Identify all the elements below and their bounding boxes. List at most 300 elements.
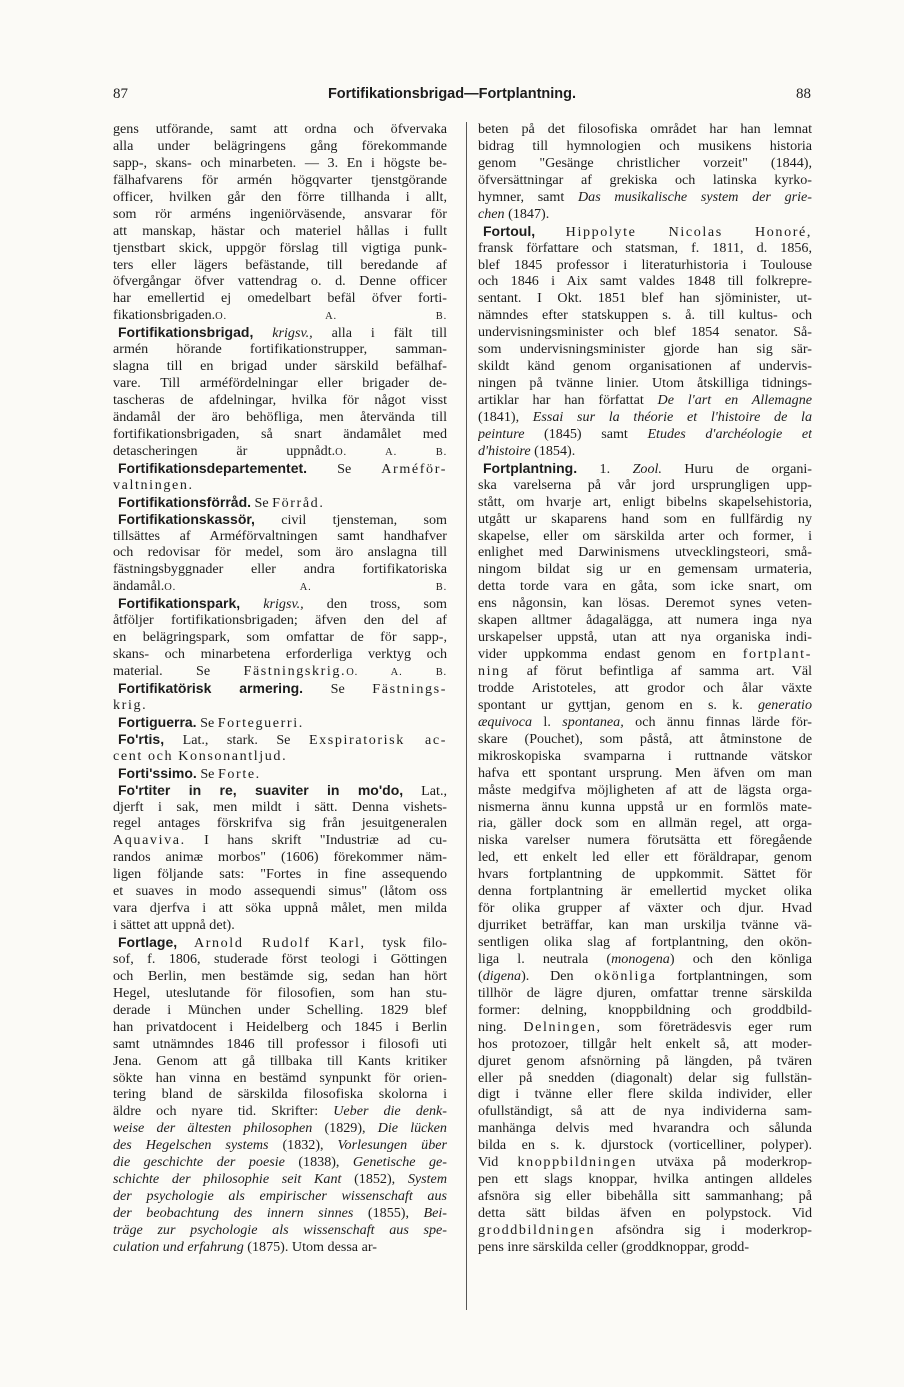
text-line <box>478 646 812 663</box>
text-line <box>478 155 812 172</box>
text-line <box>113 782 447 799</box>
text-segment: för olika grupper af växter och djur. Hvad <box>478 900 812 917</box>
text-line <box>113 1086 447 1103</box>
text-line <box>478 968 812 985</box>
text-line <box>113 206 447 223</box>
text-segment: Vid <box>478 1154 518 1171</box>
text-line <box>478 1103 812 1120</box>
text-segment: valtningen. <box>113 476 194 493</box>
text-segment: De l'art en Allemagne <box>657 392 812 408</box>
text-segment: Se <box>196 714 218 731</box>
headword: Fortplantning. <box>483 459 578 476</box>
text-segment: Bei- <box>423 1205 447 1221</box>
text-line <box>478 307 812 324</box>
text-line <box>478 934 812 951</box>
text-line <box>113 358 447 375</box>
text-line <box>478 409 812 426</box>
text-line <box>113 697 447 714</box>
text-line <box>113 223 447 240</box>
text-line <box>113 460 447 477</box>
text-line <box>113 1188 447 1205</box>
text-segment: digt i tvänne eller flere skilda individer, eller <box>478 1086 812 1103</box>
text-segment: ningen på tvänne linier. Utom åtskilliga tidnings- <box>478 375 812 392</box>
text-segment: sof, f. 1806, studerade först teologi i Göttingen <box>113 950 447 967</box>
text-segment: monogena <box>611 950 670 967</box>
text-line <box>113 1053 447 1070</box>
text-segment: der psychologie als empirischer wissenschaft aus <box>113 1188 447 1205</box>
text-segment: vider uppkomma endast genom en <box>478 646 743 663</box>
text-line <box>113 375 447 392</box>
text-segment: tysk filo- <box>365 935 447 951</box>
text-line <box>113 883 447 900</box>
text-segment: Arnold Rudolf Karl, <box>193 935 366 951</box>
text-line <box>113 1036 447 1053</box>
text-line <box>113 257 447 274</box>
left-page-number: 87 <box>113 86 128 102</box>
text-segment: genom "Gesänge christlicher vorzeit" (1844), <box>478 154 812 171</box>
text-line <box>478 748 812 765</box>
text-line <box>478 799 812 816</box>
text-line <box>478 612 812 629</box>
left-column <box>113 121 447 1256</box>
text-segment: tillsättes af Arméförvaltningen samt handhafver <box>113 527 447 544</box>
text-line <box>478 443 812 460</box>
text-segment: Genetische ge- <box>352 1154 447 1171</box>
text-segment: Ueber die denk- <box>333 1103 447 1120</box>
text-segment: krigsv., <box>263 596 304 613</box>
text-segment: pens inre särskilda celler (groddknoppar, grodd- <box>478 1238 750 1255</box>
text-segment: stått, om hvarje art, enligt bibelns skapelsehistoria, <box>478 493 812 510</box>
text-segment: (1875). Utom dessa ar- <box>243 1238 377 1255</box>
text-segment: liga l. neutrala ( <box>478 950 612 967</box>
text-segment: tjenstbart skick, uppgör förslag till vigtiga punk- <box>113 239 447 256</box>
text-segment: mikroskopiska svamparna i ruttnande vätskor <box>478 747 812 764</box>
text-segment: fortifikationsbrigaden, så snart ändamålet med <box>113 425 447 442</box>
text-segment: ningom bildat sig ur en gemensam urmateria, <box>478 561 812 578</box>
text-line <box>113 273 447 290</box>
text-segment: utväxa på moderkrop- <box>637 1154 812 1171</box>
text-line <box>478 866 812 883</box>
text-line <box>113 799 447 816</box>
text-segment: pen ett slags knoppar, hvilka antingen alldeles <box>478 1171 812 1188</box>
text-line <box>113 544 447 561</box>
text-line <box>113 748 447 765</box>
text-segment: die geschichte der poesie <box>113 1154 285 1171</box>
text-line <box>478 1222 812 1239</box>
text-line <box>478 138 812 155</box>
text-line <box>113 307 447 324</box>
text-line <box>478 324 812 341</box>
text-line <box>478 714 812 731</box>
text-segment: måste medgifva möjligheten af att de lägsta orga- <box>478 781 812 798</box>
text-line <box>113 189 447 206</box>
text-line <box>478 900 812 917</box>
text-segment: djuret genom afsnörning på längden, på tvären <box>478 1052 812 1069</box>
text-segment: Arméför- <box>381 460 447 477</box>
text-segment: ) och den könliga <box>669 950 812 967</box>
text-line <box>113 765 447 782</box>
text-segment: peinture <box>478 425 525 442</box>
headword: Fortlage, <box>118 934 178 950</box>
text-line <box>478 815 812 832</box>
text-line <box>478 1205 812 1222</box>
text-line <box>478 680 812 697</box>
text-segment: krig. <box>113 696 148 713</box>
text-segment: och ännu finnas lärde för- <box>623 713 812 730</box>
text-segment: generatio <box>757 696 812 713</box>
text-line <box>478 223 812 240</box>
text-segment: enlighet med Darwinismens utvecklingsteori, små- <box>478 544 812 561</box>
text-line <box>478 1171 812 1188</box>
text-line <box>478 358 812 375</box>
text-line <box>113 900 447 917</box>
text-line <box>113 172 447 189</box>
text-line <box>113 392 447 409</box>
text-segment: Forteguerri. <box>217 714 304 731</box>
text-segment <box>253 325 272 341</box>
text-segment: ens någonsin, kan lösas. Deremot synes veten- <box>478 595 812 612</box>
text-line <box>478 595 812 612</box>
text-segment: (1838), <box>284 1154 353 1171</box>
text-segment: har emellertid ej omedelbart befäl öfver forti- <box>113 290 447 307</box>
text-line <box>478 1002 812 1019</box>
text-segment: niska varelser numera förutsätta ett föregående <box>478 832 812 849</box>
text-segment: Jena. Genom att gå tillbaka till Kants kritiker <box>113 1052 447 1069</box>
text-line <box>113 341 447 358</box>
text-segment: Vorlesungen über <box>337 1137 447 1154</box>
text-segment: bidrag till hymnologien och musikens historia <box>478 137 812 154</box>
text-segment: culation und erfahrung <box>113 1238 244 1255</box>
text-segment: och Berlin, men bestämde sig, sedan han hört <box>113 967 447 984</box>
text-segment: bilda en s. k. djurstock (vorticelliner, polyper). <box>478 1137 812 1154</box>
text-segment: Huru de organi- <box>661 460 812 477</box>
text-line <box>113 917 447 934</box>
author-signature: O. A. B. <box>346 667 447 678</box>
text-segment: Lat., stark. Se <box>164 731 309 748</box>
headword: Fortifikationskassör, <box>118 510 255 527</box>
headword: Fortifikationspark, <box>118 595 241 612</box>
text-segment: sentligen olika slag af fortplantning, den okön- <box>478 934 812 950</box>
text-segment: sentant. I Okt. 1851 blef han sjöminister, ut- <box>478 290 812 307</box>
text-line <box>478 189 812 206</box>
text-line <box>113 1070 447 1087</box>
text-line <box>113 138 447 155</box>
author-signature: O. A. B. <box>215 311 447 323</box>
text-segment: Das musikalische system der grie- <box>578 188 812 205</box>
text-segment: utgått ur skaparens hand som en fullfärdig ny <box>478 510 812 527</box>
text-segment: spontanea, <box>562 713 624 730</box>
text-line <box>113 426 447 443</box>
text-segment: I hans skrift "Industriæ ad cu- <box>185 832 447 849</box>
text-line <box>113 1019 447 1036</box>
text-segment: regel antages förskrifva sig från jesuitgeneralen <box>113 815 447 832</box>
text-segment: ( <box>478 967 483 984</box>
text-line <box>478 341 812 358</box>
text-segment: äldre och nyare tid. Skrifter: <box>113 1103 334 1120</box>
text-segment: chen <box>478 205 505 222</box>
text-segment: vara djerfva i att söka uppnå målet, men milda <box>113 900 447 917</box>
text-segment: vare. Till arméfördelningar eller brigader de- <box>113 375 447 392</box>
headword: Fo'rtiter in re, suaviter in mo'do, <box>118 781 404 798</box>
text-line <box>113 494 447 511</box>
text-line <box>478 731 812 748</box>
text-segment: fikationsbrigaden. <box>113 307 216 324</box>
text-segment: fortplant- <box>742 646 812 663</box>
text-line <box>113 1222 447 1239</box>
text-segment: spontant ur gyttjan, genom en s. k. <box>478 696 758 713</box>
text-segment: (1854). <box>530 442 576 459</box>
text-segment: skans- och minarbetena erforderliga verktyg och <box>113 646 447 663</box>
text-segment: öfversättningar af grekiska och latinska kyrko- <box>478 171 812 188</box>
text-segment: ters eller lägers befästande, till beredande af <box>113 256 447 273</box>
text-segment: hvars fortplantning de uppkommit. Sättet för <box>478 866 812 883</box>
text-segment: (1832), <box>268 1137 338 1154</box>
text-line <box>478 1239 812 1256</box>
headword: Fortifikationsförråd. <box>118 493 252 510</box>
text-line <box>113 731 447 748</box>
text-segment: som företrädesvis eger rum <box>601 1018 812 1035</box>
text-segment: i sättet att uppnå det). <box>113 917 235 934</box>
text-line <box>113 646 447 663</box>
text-segment: (1847). <box>504 205 550 222</box>
text-line <box>113 511 447 528</box>
text-segment: alla i fält till <box>312 325 447 342</box>
text-segment: djerft i sak, men mildt i sätt. Denna vishets- <box>113 798 447 815</box>
text-segment: schichte der philosophie seit Kant <box>113 1171 342 1188</box>
text-segment: och redovisar för medel, som äro anslagna till <box>113 544 447 561</box>
text-line <box>113 477 447 494</box>
text-line <box>478 1154 812 1171</box>
text-segment: ändamål der äro behöfliga, men återvända till <box>113 408 447 425</box>
text-segment: sökte han vinna en bestämd synpunkt för orien- <box>113 1069 447 1086</box>
text-segment: randos animæ morbos" (1606) förekommer näm- <box>113 849 447 866</box>
text-line <box>478 832 812 849</box>
text-segment: knoppbildningen <box>517 1154 638 1171</box>
text-segment: öfvergångar öfver vattendrag o. d. Denne officer <box>113 273 447 290</box>
text-segment: den tross, som <box>303 596 447 613</box>
text-segment: (1852), <box>341 1171 408 1188</box>
text-segment: detta torde vara en gåta, som icke snart, om <box>478 578 812 595</box>
text-line <box>478 985 812 1002</box>
text-segment: former: delning, knoppbildning och groddbild- <box>478 1001 812 1018</box>
text-segment: beten på det filosofiska området har han lemnat <box>478 121 812 137</box>
text-segment: tascheras de afdelningar, hvilka för något visst <box>113 392 447 408</box>
text-segment: och 1846 i Aix samt valdes 1848 till folkrepre- <box>478 273 812 290</box>
headword: Fortifikatörisk armering. <box>118 679 304 696</box>
text-line <box>478 1086 812 1103</box>
text-segment: derade i München under Schelling. 1829 blef <box>113 1001 447 1018</box>
text-segment: ning. <box>478 1018 524 1035</box>
text-line <box>113 1002 447 1019</box>
text-segment: (1855), <box>353 1205 424 1221</box>
text-segment: ligen följande sats: "Fortes in fine assequendo <box>113 866 447 883</box>
text-line <box>478 629 812 646</box>
text-line <box>478 494 812 511</box>
headword: Fortoul, <box>483 222 536 239</box>
text-line <box>113 849 447 866</box>
text-line <box>113 1137 447 1154</box>
text-segment: fästningsbyggnader eller andra fortifikatoriska <box>113 561 447 578</box>
text-segment: denna fortplantning är emellertid mycket olika <box>478 883 812 900</box>
text-line <box>113 121 447 138</box>
text-line <box>478 121 812 138</box>
text-line <box>478 240 812 257</box>
text-segment: träge zur psychologie als wissenschaft aus spe- <box>113 1221 447 1238</box>
text-line <box>478 528 812 545</box>
text-segment: tillhör de lägre djuren, omfattar trenne särskilda <box>478 984 812 1001</box>
text-segment: material. Se <box>113 663 244 679</box>
text-segment: urskapelser uppstå, utan att nya organiska indi- <box>478 629 812 646</box>
text-line <box>113 1171 447 1188</box>
text-segment: djurriket beträffar, kan man urskilja tvänne vä- <box>478 917 812 934</box>
headword: Forti'ssimo. <box>118 764 197 781</box>
text-line <box>478 392 812 409</box>
text-segment: Hegel, uteslutande för filosofien, som han stu- <box>113 984 447 1001</box>
text-segment: sapp-, skans- och minarbeten. — 3. En i högste be- <box>113 154 447 171</box>
text-segment: ria, gäller dock som en allmän regel, att orga- <box>478 815 812 832</box>
text-line <box>478 1070 812 1087</box>
text-segment: fransk författare och statsman, f. 1811, d. 1856, <box>478 239 812 256</box>
text-segment: tering bland de särskilda filosofiska skolorna i <box>113 1086 447 1103</box>
text-segment: som rör arméns ingeniörväsende, ansvarar för <box>113 205 447 222</box>
text-line <box>113 1239 447 1256</box>
text-segment: skare (Pouchet), som påstå, att åtminstone de <box>478 730 812 747</box>
text-segment: officer, hvilken går den förre tillhanda i allt, <box>113 188 447 205</box>
text-segment: skapelse, eller om särskilda arter och former, i <box>478 527 812 544</box>
text-line <box>478 477 812 494</box>
text-segment: Forte. <box>217 765 261 782</box>
text-line <box>478 849 812 866</box>
text-line <box>113 968 447 985</box>
text-segment: Fästningskrig. <box>243 663 347 679</box>
text-segment: afsöndra sig i moderkrop- <box>595 1221 812 1238</box>
text-line <box>478 206 812 223</box>
text-segment: civil tjensteman, som <box>254 511 447 528</box>
text-segment: gens utförande, samt att ordna och öfvervaka <box>113 121 447 137</box>
text-line <box>478 1019 812 1036</box>
text-segment: att manskap, hästar och materiel hållas i fullt <box>113 222 447 239</box>
text-segment: trodde Aristoteles, att grodor och ålar växte <box>478 679 812 696</box>
text-line <box>478 1137 812 1154</box>
text-segment: (1829), <box>312 1120 378 1137</box>
text-segment: æquivoca <box>478 713 533 730</box>
text-segment: hymner, samt <box>478 188 578 205</box>
text-segment: Hippolyte Nicolas Honoré, <box>565 223 812 240</box>
text-line <box>113 985 447 1002</box>
running-title: Fortifikationsbrigad—Fortplantning. <box>327 86 577 102</box>
text-line <box>478 883 812 900</box>
text-line <box>113 680 447 697</box>
text-segment: nismerna ännu kunna uppstå ur en formlös mate- <box>478 798 812 815</box>
text-line <box>113 1103 447 1120</box>
text-line <box>113 578 447 595</box>
text-segment: der beobachtung des innern sinnes <box>113 1205 354 1221</box>
text-line <box>478 1036 812 1053</box>
headword: Fortifikationsbrigad, <box>118 324 254 341</box>
text-line <box>478 951 812 968</box>
text-segment: som undervisningsminister gjorde han sig sär- <box>478 341 812 358</box>
text-segment: Delningen, <box>523 1018 602 1035</box>
text-line <box>478 426 812 443</box>
headword: Fortifikationsdepartementet. <box>118 459 308 476</box>
text-line <box>113 612 447 629</box>
text-line <box>113 155 447 172</box>
right-page-number: 88 <box>796 86 811 102</box>
text-line <box>478 578 812 595</box>
text-line <box>478 290 812 307</box>
text-segment: ning <box>478 663 510 679</box>
text-line <box>113 934 447 951</box>
text-segment: fälhafvarens för armén högqvarter tjenstgörande <box>113 171 447 188</box>
text-segment: Exspiratorisk ac- <box>308 731 447 748</box>
column-divider <box>466 122 467 1310</box>
text-segment: ska varelserna på vår jord ursprungligen upp- <box>478 476 812 493</box>
text-line <box>478 917 812 934</box>
text-segment: (1841), <box>478 408 533 425</box>
text-segment <box>177 935 194 951</box>
text-line <box>478 273 812 290</box>
text-segment: detta sätt bildas äfven en polypstock. Vid <box>478 1205 812 1221</box>
text-segment: Zool. <box>632 460 662 477</box>
text-segment: nämndes efter statskuppen s. å. till kultus- och <box>478 307 812 324</box>
text-line <box>113 528 447 545</box>
text-segment: ändamål. <box>113 578 165 595</box>
text-segment: armén hörande fortifikationstrupper, samman- <box>113 341 447 358</box>
text-line <box>478 257 812 274</box>
text-segment: l. <box>532 713 563 730</box>
text-segment: Förråd. <box>272 494 325 511</box>
text-line <box>113 663 447 680</box>
text-segment: af förut befintliga af samma art. Väl <box>509 663 812 679</box>
text-segment: alla under belägringens gång förekommande <box>113 137 447 154</box>
text-segment: digena <box>482 967 522 984</box>
text-segment: okönliga <box>594 967 657 984</box>
text-segment: ). Den <box>521 967 595 984</box>
text-line <box>113 324 447 341</box>
text-line <box>478 782 812 799</box>
text-line <box>113 1205 447 1222</box>
text-segment: weise der ältesten philosophen <box>113 1120 313 1137</box>
text-line <box>113 561 447 578</box>
text-segment: afsnöra sig eller bibehålla sitt sammanhang; på <box>478 1188 812 1205</box>
text-segment: slagna till en brigad under särskild befälhaf- <box>113 358 447 375</box>
text-segment: Etudes d'archéologie et <box>647 425 812 442</box>
text-line <box>478 460 812 477</box>
text-line <box>113 1120 447 1137</box>
text-segment: System <box>407 1171 447 1188</box>
text-line <box>478 172 812 189</box>
text-segment: led, ett enkelt led eller ett föräldrapar, genom <box>478 849 812 866</box>
text-line <box>113 629 447 646</box>
text-segment: (1845) samt <box>524 425 648 442</box>
text-segment <box>535 224 566 240</box>
text-segment: en belägringspark, som omfattar de för sapp-, <box>113 629 447 646</box>
text-segment: undervisningsminister och blef 1854 senator. Så- <box>478 324 812 341</box>
text-line <box>113 832 447 849</box>
text-segment: fortplantningen, som <box>656 967 812 984</box>
headword: Fo'rtis, <box>118 730 165 747</box>
author-signature: O. A. B. <box>164 582 447 594</box>
text-segment: d'histoire <box>478 442 531 459</box>
text-line <box>113 290 447 307</box>
text-segment <box>240 596 263 612</box>
text-line <box>113 409 447 426</box>
text-segment: Essai sur la théorie et l'histoire de la <box>532 408 812 425</box>
text-segment: Die lücken <box>377 1120 447 1137</box>
text-segment: cent och Konsonantljud. <box>113 747 288 764</box>
text-line <box>478 375 812 392</box>
text-line <box>113 595 447 612</box>
